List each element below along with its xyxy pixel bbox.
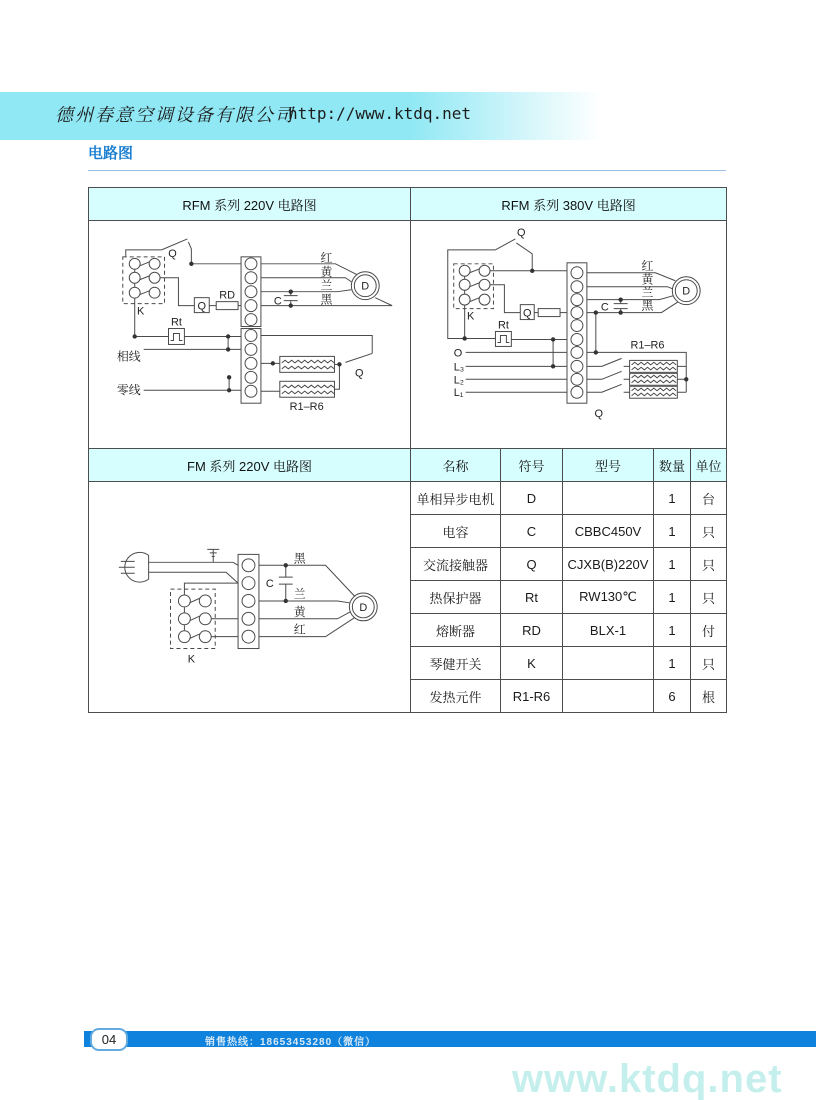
label-l2: L₂: [453, 374, 465, 387]
label-wire-red: 红: [641, 258, 654, 273]
label-q-top: Q: [517, 226, 526, 239]
part-qty-cell: 1: [654, 614, 691, 647]
part-qty-cell: 1: [654, 482, 691, 515]
label-wire-red: 红: [293, 622, 306, 637]
diagram-header-rfm380: RFM 系列 380V 电路图: [411, 188, 727, 221]
label-rt: Rt: [497, 319, 509, 332]
part-name-cell: 热保护器: [411, 581, 501, 614]
label-rd: RD: [219, 289, 236, 302]
label-wire-black: 黑: [320, 292, 333, 307]
label-wire-yellow: 黄: [293, 604, 306, 619]
part-unit-cell: 只: [691, 548, 727, 581]
label-neutral-line: 零线: [116, 383, 141, 398]
part-symbol-cell: K: [501, 647, 563, 680]
label-q-bottom: Q: [594, 408, 604, 421]
rfm-380v-circuit-diagram: [411, 221, 725, 448]
page-number-badge: 04: [90, 1028, 128, 1051]
col-header-symbol: 符号: [501, 449, 563, 482]
part-symbol-cell: RD: [501, 614, 563, 647]
part-unit-cell: 台: [691, 482, 727, 515]
label-wire-blue: 兰: [320, 278, 333, 293]
label-wire-yellow: 黄: [320, 264, 333, 279]
label-r1-r6: R1–R6: [289, 401, 324, 414]
label-wire-black: 黑: [641, 298, 654, 313]
part-unit-cell: 只: [691, 581, 727, 614]
label-d: D: [682, 285, 691, 298]
company-url: http://www.ktdq.net: [288, 104, 472, 123]
part-model-cell: [563, 482, 654, 515]
section-title: 电路图: [88, 145, 134, 162]
label-q-right: Q: [355, 367, 364, 380]
site-watermark: www.ktdq.net: [512, 1057, 783, 1100]
part-model-cell: RW130℃: [563, 581, 654, 614]
label-d: D: [359, 601, 368, 614]
part-unit-cell: 根: [691, 680, 727, 713]
rfm-220v-diagram-cell: [89, 221, 411, 449]
label-q-box: Q: [197, 300, 207, 313]
label-q-top: Q: [168, 247, 177, 260]
label-k: K: [187, 653, 196, 666]
diagram-header-fm220: FM 系列 220V 电路图: [89, 449, 411, 482]
part-name-cell: 单相异步电机: [411, 482, 501, 515]
label-c: C: [265, 578, 274, 591]
label-c: C: [273, 295, 282, 308]
label-l1: L₁: [453, 387, 464, 400]
col-header-model: 型号: [563, 449, 654, 482]
label-c: C: [600, 301, 609, 314]
sales-hotline: 销售热线：18653453280（微信）: [205, 1037, 377, 1048]
part-model-cell: BLX-1: [563, 614, 654, 647]
part-symbol-cell: D: [501, 482, 563, 515]
part-unit-cell: 只: [691, 647, 727, 680]
part-unit-cell: 只: [691, 515, 727, 548]
part-symbol-cell: Q: [501, 548, 563, 581]
fm-220v-circuit-diagram: [89, 486, 409, 708]
part-name-cell: 交流接触器: [411, 548, 501, 581]
label-wire-blue: 兰: [641, 285, 654, 300]
rfm-220v-circuit-diagram: [89, 221, 409, 448]
header-band: [0, 92, 600, 140]
circuit-table: [88, 187, 727, 713]
label-o: O: [453, 347, 463, 360]
company-name: 德州春意空调设备有限公司: [55, 105, 295, 125]
diagram-header-rfm220: RFM 系列 220V 电路图: [89, 188, 411, 221]
part-model-cell: [563, 680, 654, 713]
col-header-unit: 单位: [691, 449, 727, 482]
col-header-name: 名称: [411, 449, 501, 482]
label-wire-black: 黑: [293, 551, 306, 566]
footer-bar: [84, 1031, 816, 1047]
label-wire-yellow: 黄: [641, 272, 654, 287]
label-l3: L₃: [453, 361, 465, 374]
part-qty-cell: 6: [654, 680, 691, 713]
label-k: K: [137, 305, 145, 318]
label-r1-r6: R1–R6: [630, 339, 665, 352]
part-model-cell: [563, 647, 654, 680]
part-qty-cell: 1: [654, 515, 691, 548]
part-unit-cell: 付: [691, 614, 727, 647]
label-d: D: [361, 280, 370, 293]
label-wire-red: 红: [320, 250, 333, 265]
label-k: K: [466, 310, 475, 323]
part-qty-cell: 1: [654, 647, 691, 680]
part-qty-cell: 1: [654, 548, 691, 581]
table-row: [89, 482, 727, 515]
part-name-cell: 琴健开关: [411, 647, 501, 680]
label-q-box: Q: [523, 307, 532, 320]
part-qty-cell: 1: [654, 581, 691, 614]
rfm-380v-diagram-cell: [411, 221, 727, 449]
fm-220v-diagram-cell: [89, 482, 411, 713]
label-wire-blue: 兰: [293, 587, 306, 601]
col-header-qty: 数量: [654, 449, 691, 482]
part-symbol-cell: Rt: [501, 581, 563, 614]
label-phase-line: 相线: [116, 349, 141, 364]
part-name-cell: 电容: [411, 515, 501, 548]
part-name-cell: 熔断器: [411, 614, 501, 647]
part-symbol-cell: C: [501, 515, 563, 548]
title-divider: [88, 170, 726, 171]
part-model-cell: CJXB(B)220V: [563, 548, 654, 581]
label-rt: Rt: [170, 316, 182, 329]
part-model-cell: CBBC450V: [563, 515, 654, 548]
part-symbol-cell: R1-R6: [501, 680, 563, 713]
part-name-cell: 发热元件: [411, 680, 501, 713]
